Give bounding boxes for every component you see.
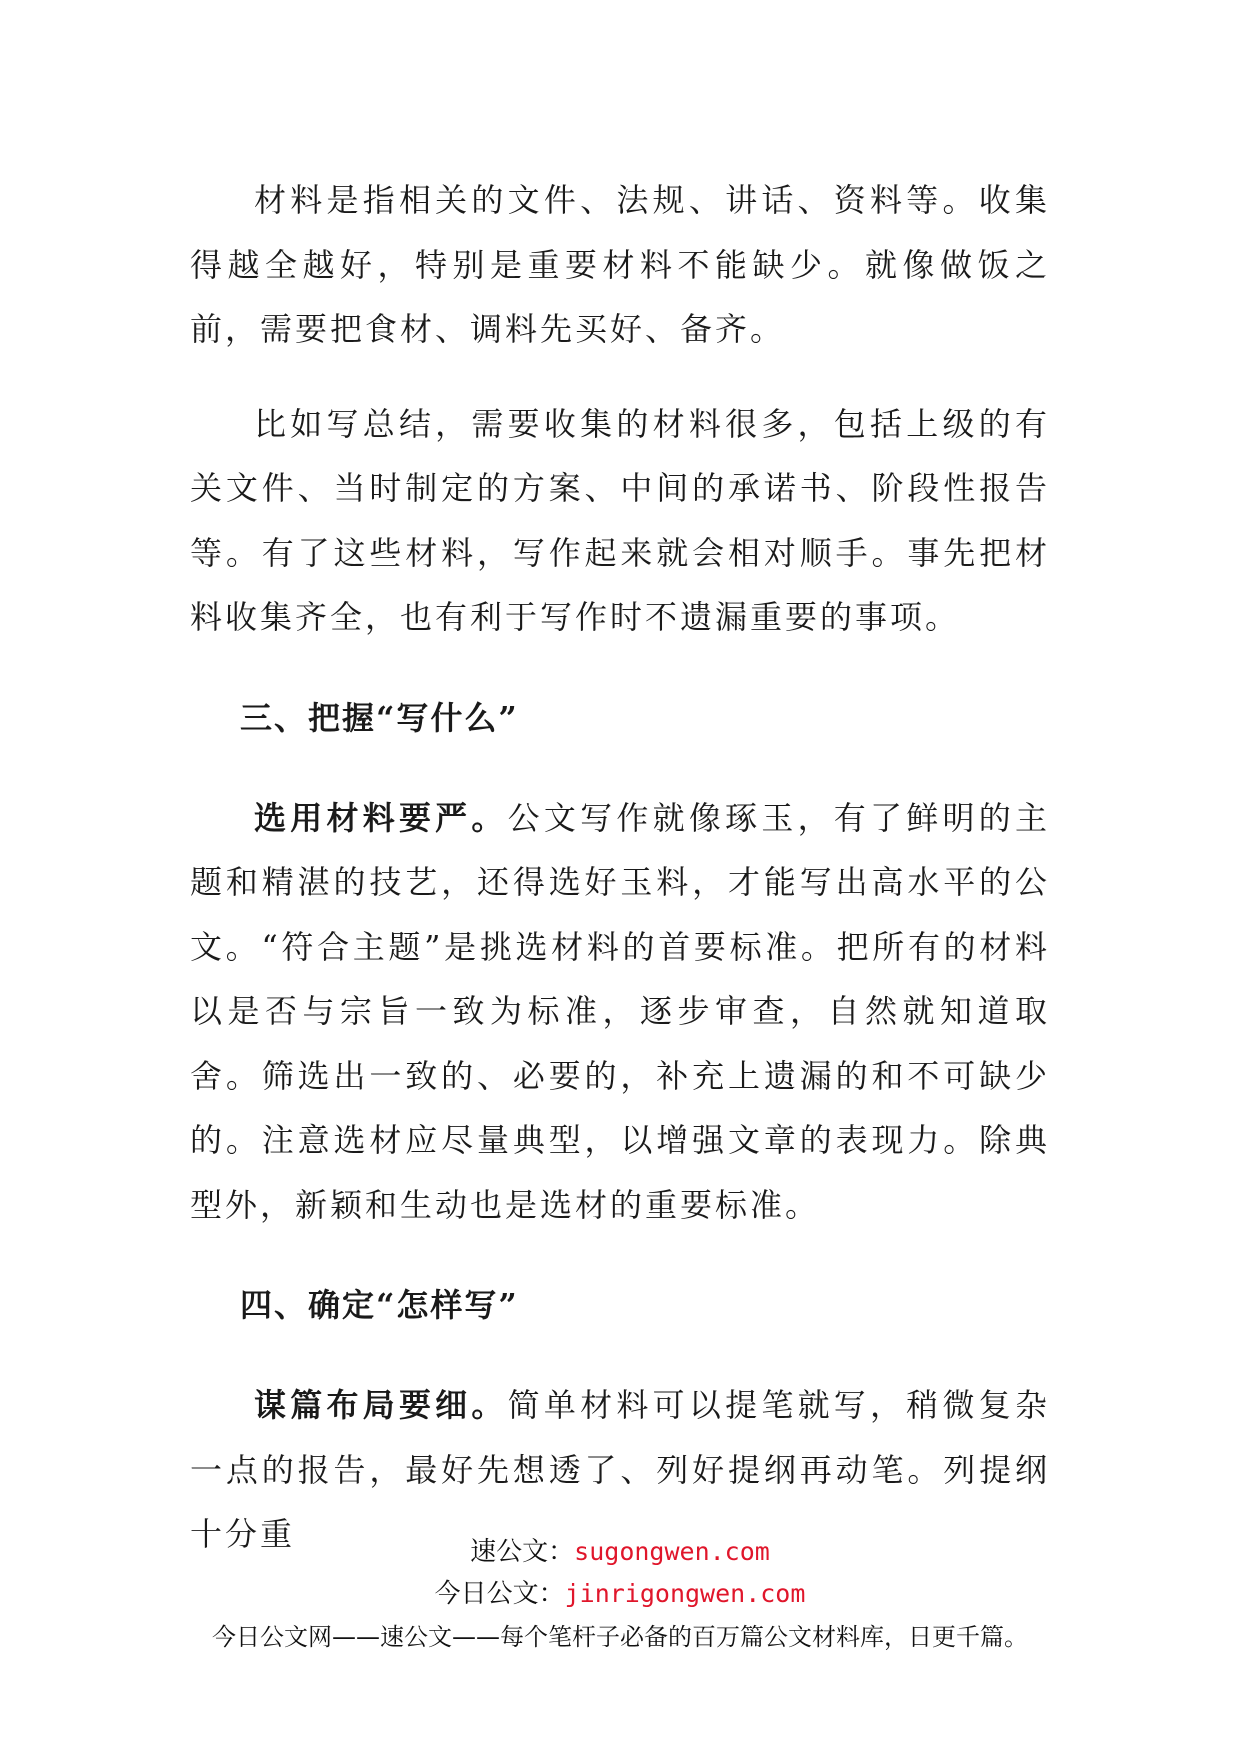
paragraph-body-text: 简单材料可以提笔就写，稍微复杂一点的报告，最好先想透了、列好提纲再动笔。列提纲十分重 xyxy=(190,1386,1050,1553)
section-spacer xyxy=(190,650,1050,686)
paragraph-summary-example: 比如写总结，需要收集的材料很多，包括上级的有关文件、当时制定的方案、中间的承诺书、阶段性报告等。有了这些材料，写作起来就会相对顺手。事先把材料收集齐全，也有利于写作时不遗漏重要的事项。 xyxy=(190,404,1050,636)
section-heading-what-to-write: 三、把握“写什么” xyxy=(240,698,519,737)
section-heading-how-to-write: 四、确定“怎样写” xyxy=(240,1286,519,1324)
section-spacer xyxy=(190,1337,1050,1373)
document-body xyxy=(190,168,1050,1567)
paragraph-material-selection xyxy=(190,786,1050,1238)
footer-sugongwen-line xyxy=(0,1534,1240,1570)
footer-link-sugongwen[interactable]: sugongwen.com xyxy=(574,1537,770,1566)
section-spacer xyxy=(190,750,1050,786)
footer-label: 今日公文： xyxy=(434,1579,565,1609)
footer-slogan: 今日公文网——速公文——每个笔杆子必备的百万篇公文材料库，日更千篇。 xyxy=(212,1623,1028,1651)
paragraph-materials-definition: 材料是指相关的文件、法规、讲话、资料等。收集得越全越好，特别是重要材料不能缺少。就像做饭之前，需要把食材、调料先买好、备齐。 xyxy=(190,181,1050,348)
footer-jinrigongwen-line xyxy=(0,1576,1240,1612)
footer-label: 速公文： xyxy=(470,1537,575,1567)
footer-link-jinrigongwen[interactable]: jinrigongwen.com xyxy=(564,1579,806,1608)
paragraph-body-text: 公文写作就像琢玉，有了鲜明的主题和精湛的技艺，还得选好玉料，才能写出高水平的公文。“符合主题”是挑选材料的首要标准。把所有的材料以是否与宗旨一致为标准，逐步审查，自然就知道取舍。筛选出一致的、必要的，补充上遗漏的和不可缺少的。注意选材应尽量典型，以增强文章的表现力。除典型外，新颖和生动也是选材的重要标准。 xyxy=(190,798,1050,1224)
section-spacer xyxy=(190,1237,1050,1273)
paragraph-lead-bold: 谋篇布局要细。 xyxy=(254,1386,508,1424)
paragraph-lead-bold: 选用材料要严。 xyxy=(254,798,508,837)
paragraph-spacer xyxy=(190,362,1050,392)
